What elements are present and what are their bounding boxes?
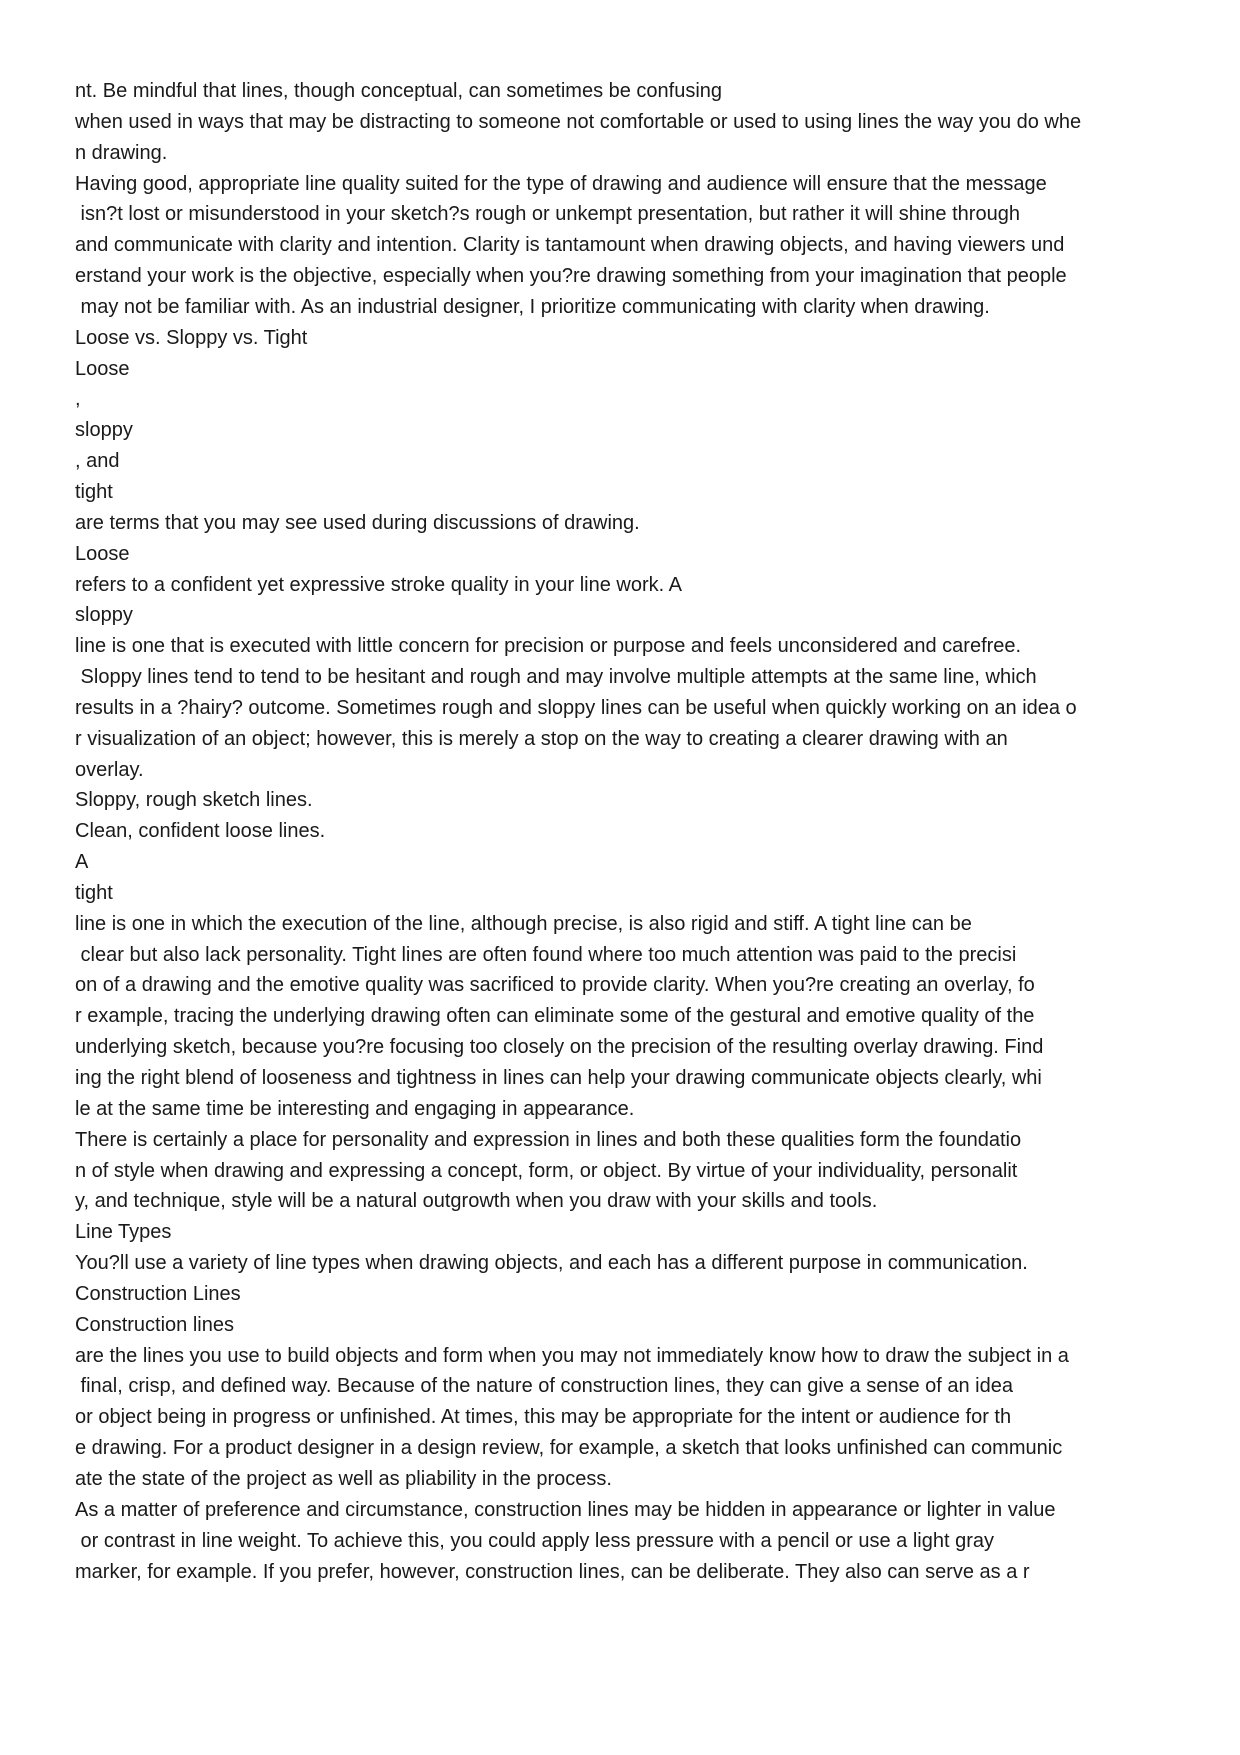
text-line: tight (75, 881, 113, 904)
text-line: Loose vs. Sloppy vs. Tight (75, 326, 308, 349)
text-line: There is certainly a place for personality and expression in lines and both these qualities form the foundatio (75, 1128, 1022, 1151)
text-line: nt. Be mindful that lines, though conceptual, can sometimes be confusing (75, 80, 723, 102)
text-line: Sloppy lines tend to tend to be hesitant and rough and may involve multiple attempts at the same line, which (75, 666, 1037, 689)
text-line: ing the right blend of looseness and tightness in lines can help your drawing communicate objects clearly, whi (75, 1067, 1042, 1089)
text-line: erstand your work is the objective, especially when you?re drawing something from your imagination that people (75, 265, 1067, 288)
text-line: le at the same time be interesting and engaging in appearance. (75, 1097, 635, 1120)
text-line: on of a drawing and the emotive quality was sacrificed to provide clarity. When you?re creating an overlay, fo (75, 974, 1035, 997)
text-line: y, and technique, style will be a natural outgrowth when you draw with your skills and tools. (75, 1190, 878, 1213)
text-line: A (75, 851, 89, 874)
text-line: final, crisp, and defined way. Because of the nature of construction lines, they can give a sense of an idea (75, 1375, 1013, 1398)
text-line: clear but also lack personality. Tight lines are often found where too much attention was paid to the precisi (75, 943, 1017, 966)
text-line: and communicate with clarity and intention. Clarity is tantamount when drawing objects, and having viewers und (75, 234, 1065, 257)
text-line: Sloppy, rough sketch lines. (75, 789, 313, 812)
text-line: r example, tracing the underlying drawing often can eliminate some of the gestural and emotive quality of the (75, 1005, 1035, 1028)
text-line: or object being in progress or unfinished. At times, this may be appropriate for the intent or audience for th (75, 1406, 1012, 1429)
text-line: line is one in which the execution of the line, although precise, is also rigid and stiff. A tight line can be (75, 912, 972, 935)
text-line: Clean, confident loose lines. (75, 820, 326, 843)
text-line: or contrast in line weight. To achieve this, you could apply less pressure with a pencil or use a light gray (75, 1529, 995, 1552)
text-line: ate the state of the project as well as pliability in the process. (75, 1467, 612, 1490)
text-line: when used in ways that may be distracting to someone not comfortable or used to using lines the way you do whe (75, 110, 1082, 133)
text-line: may not be familiar with. As an industrial designer, I prioritize communicating with clarity when drawing. (75, 295, 990, 318)
document-body (75, 76, 1215, 1587)
text-line: refers to a confident yet expressive stroke quality in your line work. A (75, 573, 682, 596)
text-line: are terms that you may see used during discussions of drawing. (75, 511, 640, 534)
text-line: n drawing. (75, 141, 168, 164)
text-line: Line Types (75, 1221, 172, 1244)
text-line: marker, for example. If you prefer, however, construction lines, can be deliberate. They also can serve as a r (75, 1560, 1030, 1583)
text-line: , (75, 388, 81, 411)
text-line: r visualization of an object; however, this is merely a stop on the way to creating a clearer drawing with an (75, 727, 1008, 750)
text-line: Construction Lines (75, 1282, 241, 1305)
text-line: Construction lines (75, 1313, 234, 1336)
text-line: You?ll use a variety of line types when drawing objects, and each has a different purpose in communication. (75, 1252, 1028, 1275)
text-line: , and (75, 450, 120, 473)
text-line: overlay. (75, 758, 144, 781)
text-line: Loose (75, 357, 130, 380)
text-line: Having good, appropriate line quality suited for the type of drawing and audience will ensure that the message (75, 172, 1047, 195)
text-line: line is one that is executed with little concern for precision or purpose and feels unconsidered and carefree. (75, 635, 1022, 658)
text-line: are the lines you use to build objects and form when you may not immediately know how to draw the subject in a (75, 1344, 1069, 1367)
text-line: tight (75, 480, 113, 503)
text-line: sloppy (75, 604, 133, 627)
text-line: results in a ?hairy? outcome. Sometimes rough and sloppy lines can be useful when quickly working on an idea o (75, 696, 1077, 719)
text-line: underlying sketch, because you?re focusing too closely on the precision of the resulting overlay drawing. Find (75, 1036, 1044, 1059)
text-line: Loose (75, 542, 130, 565)
text-line: sloppy (75, 419, 133, 442)
text-line: isn?t lost or misunderstood in your sketch?s rough or unkempt presentation, but rather it will shine through (75, 203, 1020, 226)
text-line: e drawing. For a product designer in a design review, for example, a sketch that looks unfinished can communic (75, 1437, 1063, 1460)
text-line: n of style when drawing and expressing a concept, form, or object. By virtue of your individuality, personalit (75, 1159, 1018, 1182)
text-line: As a matter of preference and circumstance, construction lines may be hidden in appearance or lighter in value (75, 1498, 1056, 1521)
